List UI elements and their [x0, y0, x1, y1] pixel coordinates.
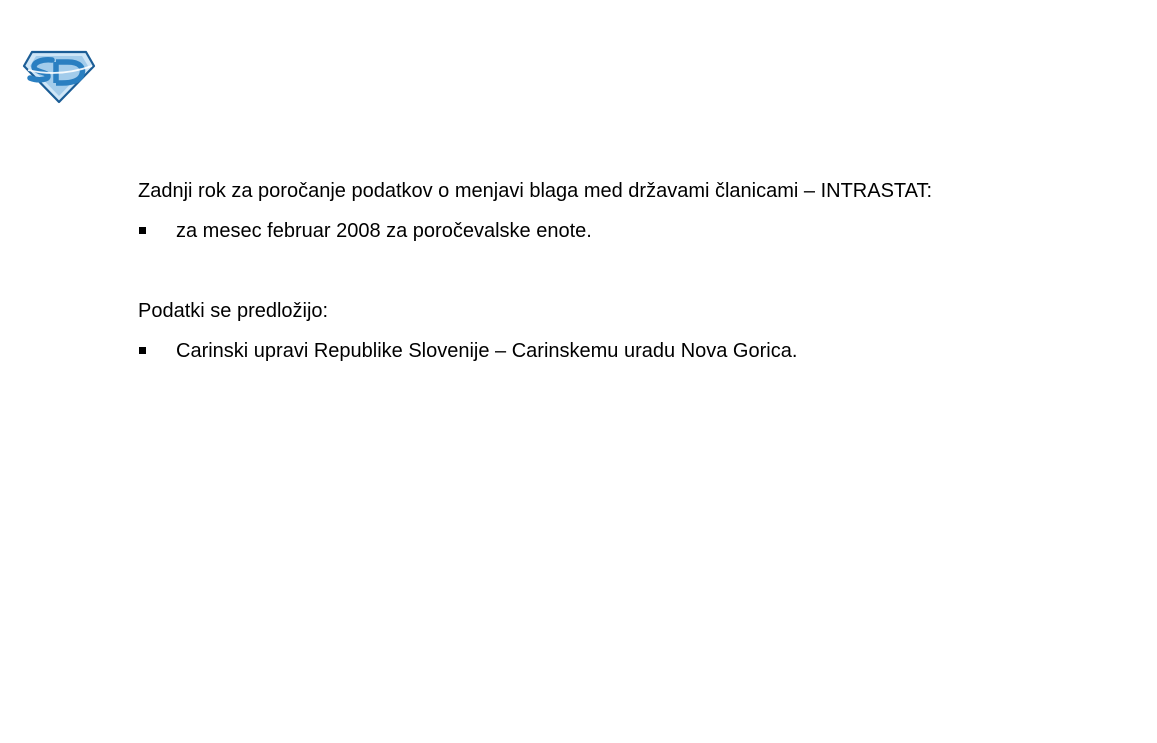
intrastat-deadline-text: Zadnji rok za poročanje podatkov o menjavi blaga med državami članicami – INTRASTAT:	[138, 180, 933, 202]
company-logo	[22, 48, 96, 104]
list-item-text: Carinski upravi Republike Slovenije – Carinskemu uradu Nova Gorica.	[176, 340, 798, 362]
sd-logo-icon	[22, 48, 96, 104]
list-item-text: za mesec februar 2008 za poročevalske enote.	[176, 220, 592, 242]
list-item	[138, 211, 1021, 251]
square-bullet-icon	[139, 211, 147, 251]
submission-heading-text: Podatki se predložijo:	[138, 300, 329, 322]
bullet-list-recipient	[138, 331, 1021, 371]
document-body	[138, 171, 1021, 371]
square-bullet-icon	[139, 331, 147, 371]
bullet-list-period	[138, 211, 1021, 251]
paragraph-spacer	[138, 251, 1021, 291]
list-item	[138, 331, 1021, 371]
